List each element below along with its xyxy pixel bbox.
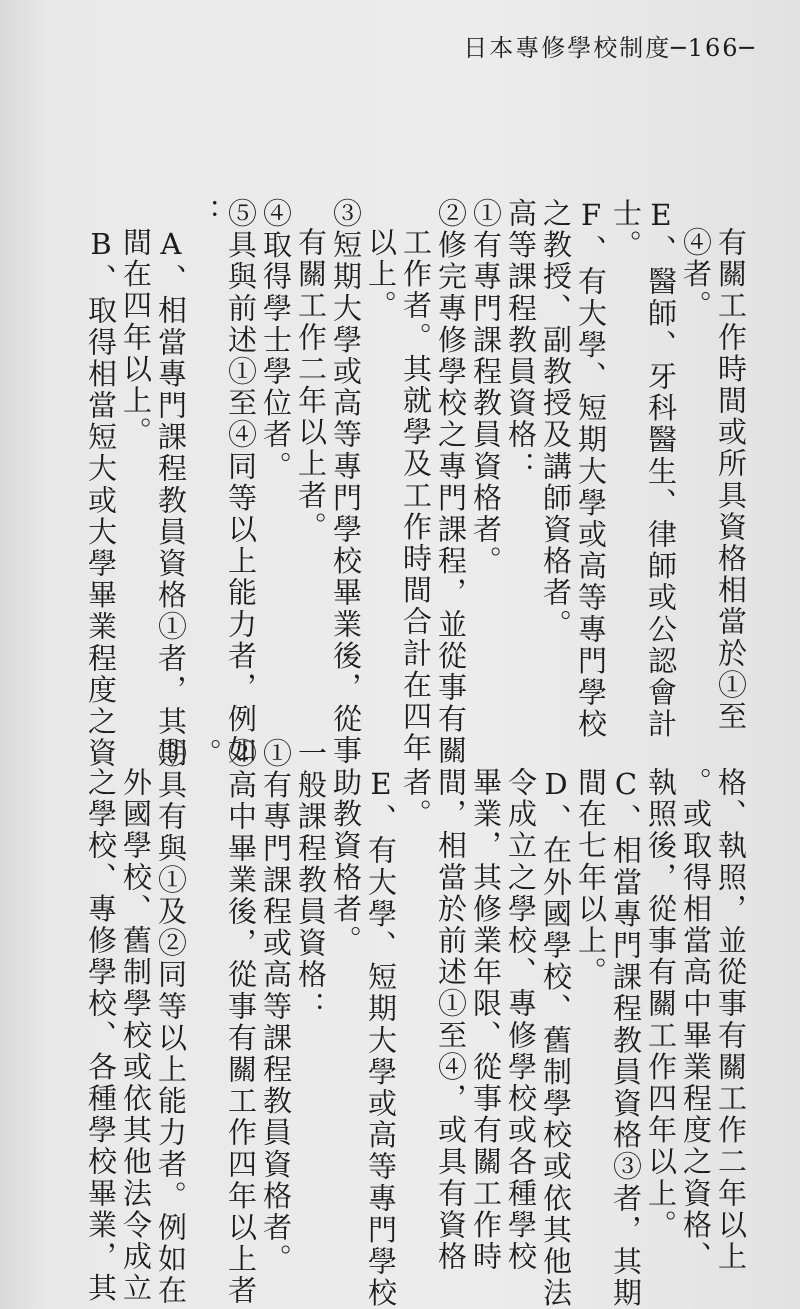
text-column: 之學校、專修學校、各種學校畢業，其 xyxy=(84,767,118,1305)
upper-text-block xyxy=(83,198,748,770)
text-column: ④者。 xyxy=(679,227,713,322)
text-column: 士。 xyxy=(609,198,643,262)
text-column: 外國學校、舊制學校或依其他法令成立 xyxy=(119,767,153,1305)
text-column: ： xyxy=(189,198,223,230)
text-column: ③短期大學或高等專門學校畢業後，從事 xyxy=(329,198,363,767)
text-column: B、取得相當短大或大學畢業程度之資 xyxy=(84,227,118,770)
text-column: C、相當專門課程教員資格③者，其期 xyxy=(609,767,643,1309)
text-column: E、醫師、牙科醫生、律師或公認會計 xyxy=(644,198,678,741)
text-column: 工作者。其就學及工作時間合計在四年 xyxy=(399,227,433,765)
text-column: 高等課程教員資格： xyxy=(504,198,538,483)
text-column: 間，相當於前述①至④，或具有資格 xyxy=(434,767,468,1273)
text-column: 格、執照，並從事有關工作二年以上 xyxy=(714,767,748,1273)
text-column: 。或取得相當高中畢業程度之資格、 xyxy=(679,767,713,1273)
text-column: ②高中畢業後，從事有關工作四年以上者 xyxy=(224,738,258,1307)
text-column: 畢業，其修業年限、從事有關工作時 xyxy=(469,767,503,1273)
text-column: A、相當專門課程教員資格①者，其期 xyxy=(154,227,188,770)
text-column: ②修完專修學校之專門課程，並從事有關 xyxy=(434,198,468,767)
text-column: ④取得學士學位者。 xyxy=(259,198,293,483)
text-column: 助教資格者。 xyxy=(329,767,363,957)
text-column: D、在外國學校、舊制學校或依其他法 xyxy=(539,767,573,1309)
lower-text-block xyxy=(83,738,748,1309)
text-column: ①有專門課程教員資格者。 xyxy=(469,198,503,578)
text-column: 之教授、副教授及講師資格者。 xyxy=(539,198,573,641)
text-column: 者。 xyxy=(399,767,433,831)
text-column: 有關工作時間或所具資格相當於①至 xyxy=(714,227,748,733)
text-column: ①有專門課程或高等課程教員資格者。 xyxy=(259,738,293,1276)
text-column: 有關工作二年以上者。 xyxy=(294,227,328,543)
text-column: 執照後，從事有關工作四年以上。 xyxy=(644,767,678,1241)
text-column: E、有大學、短期大學或高等專門學校 xyxy=(364,767,398,1309)
text-column: 一般課程教員資格： xyxy=(294,738,328,1023)
text-column: 間在四年以上。 xyxy=(119,227,153,449)
text-column: ⑤具與前述①至④同等以上能力者，例如 xyxy=(224,198,258,767)
running-header: 日本專修學校制度─166─ xyxy=(463,34,756,62)
text-column: 間在七年以上。 xyxy=(574,767,608,989)
text-column: ③具有與①及②同等以上能力者。例如在 xyxy=(154,738,188,1307)
text-column: 以上。 xyxy=(364,227,398,322)
text-column: 令成立之學校、專修學校或各種學校 xyxy=(504,767,538,1273)
text-column: F、有大學、短期大學或高等專門學校 xyxy=(574,198,608,741)
text-column: 。 xyxy=(189,738,223,770)
